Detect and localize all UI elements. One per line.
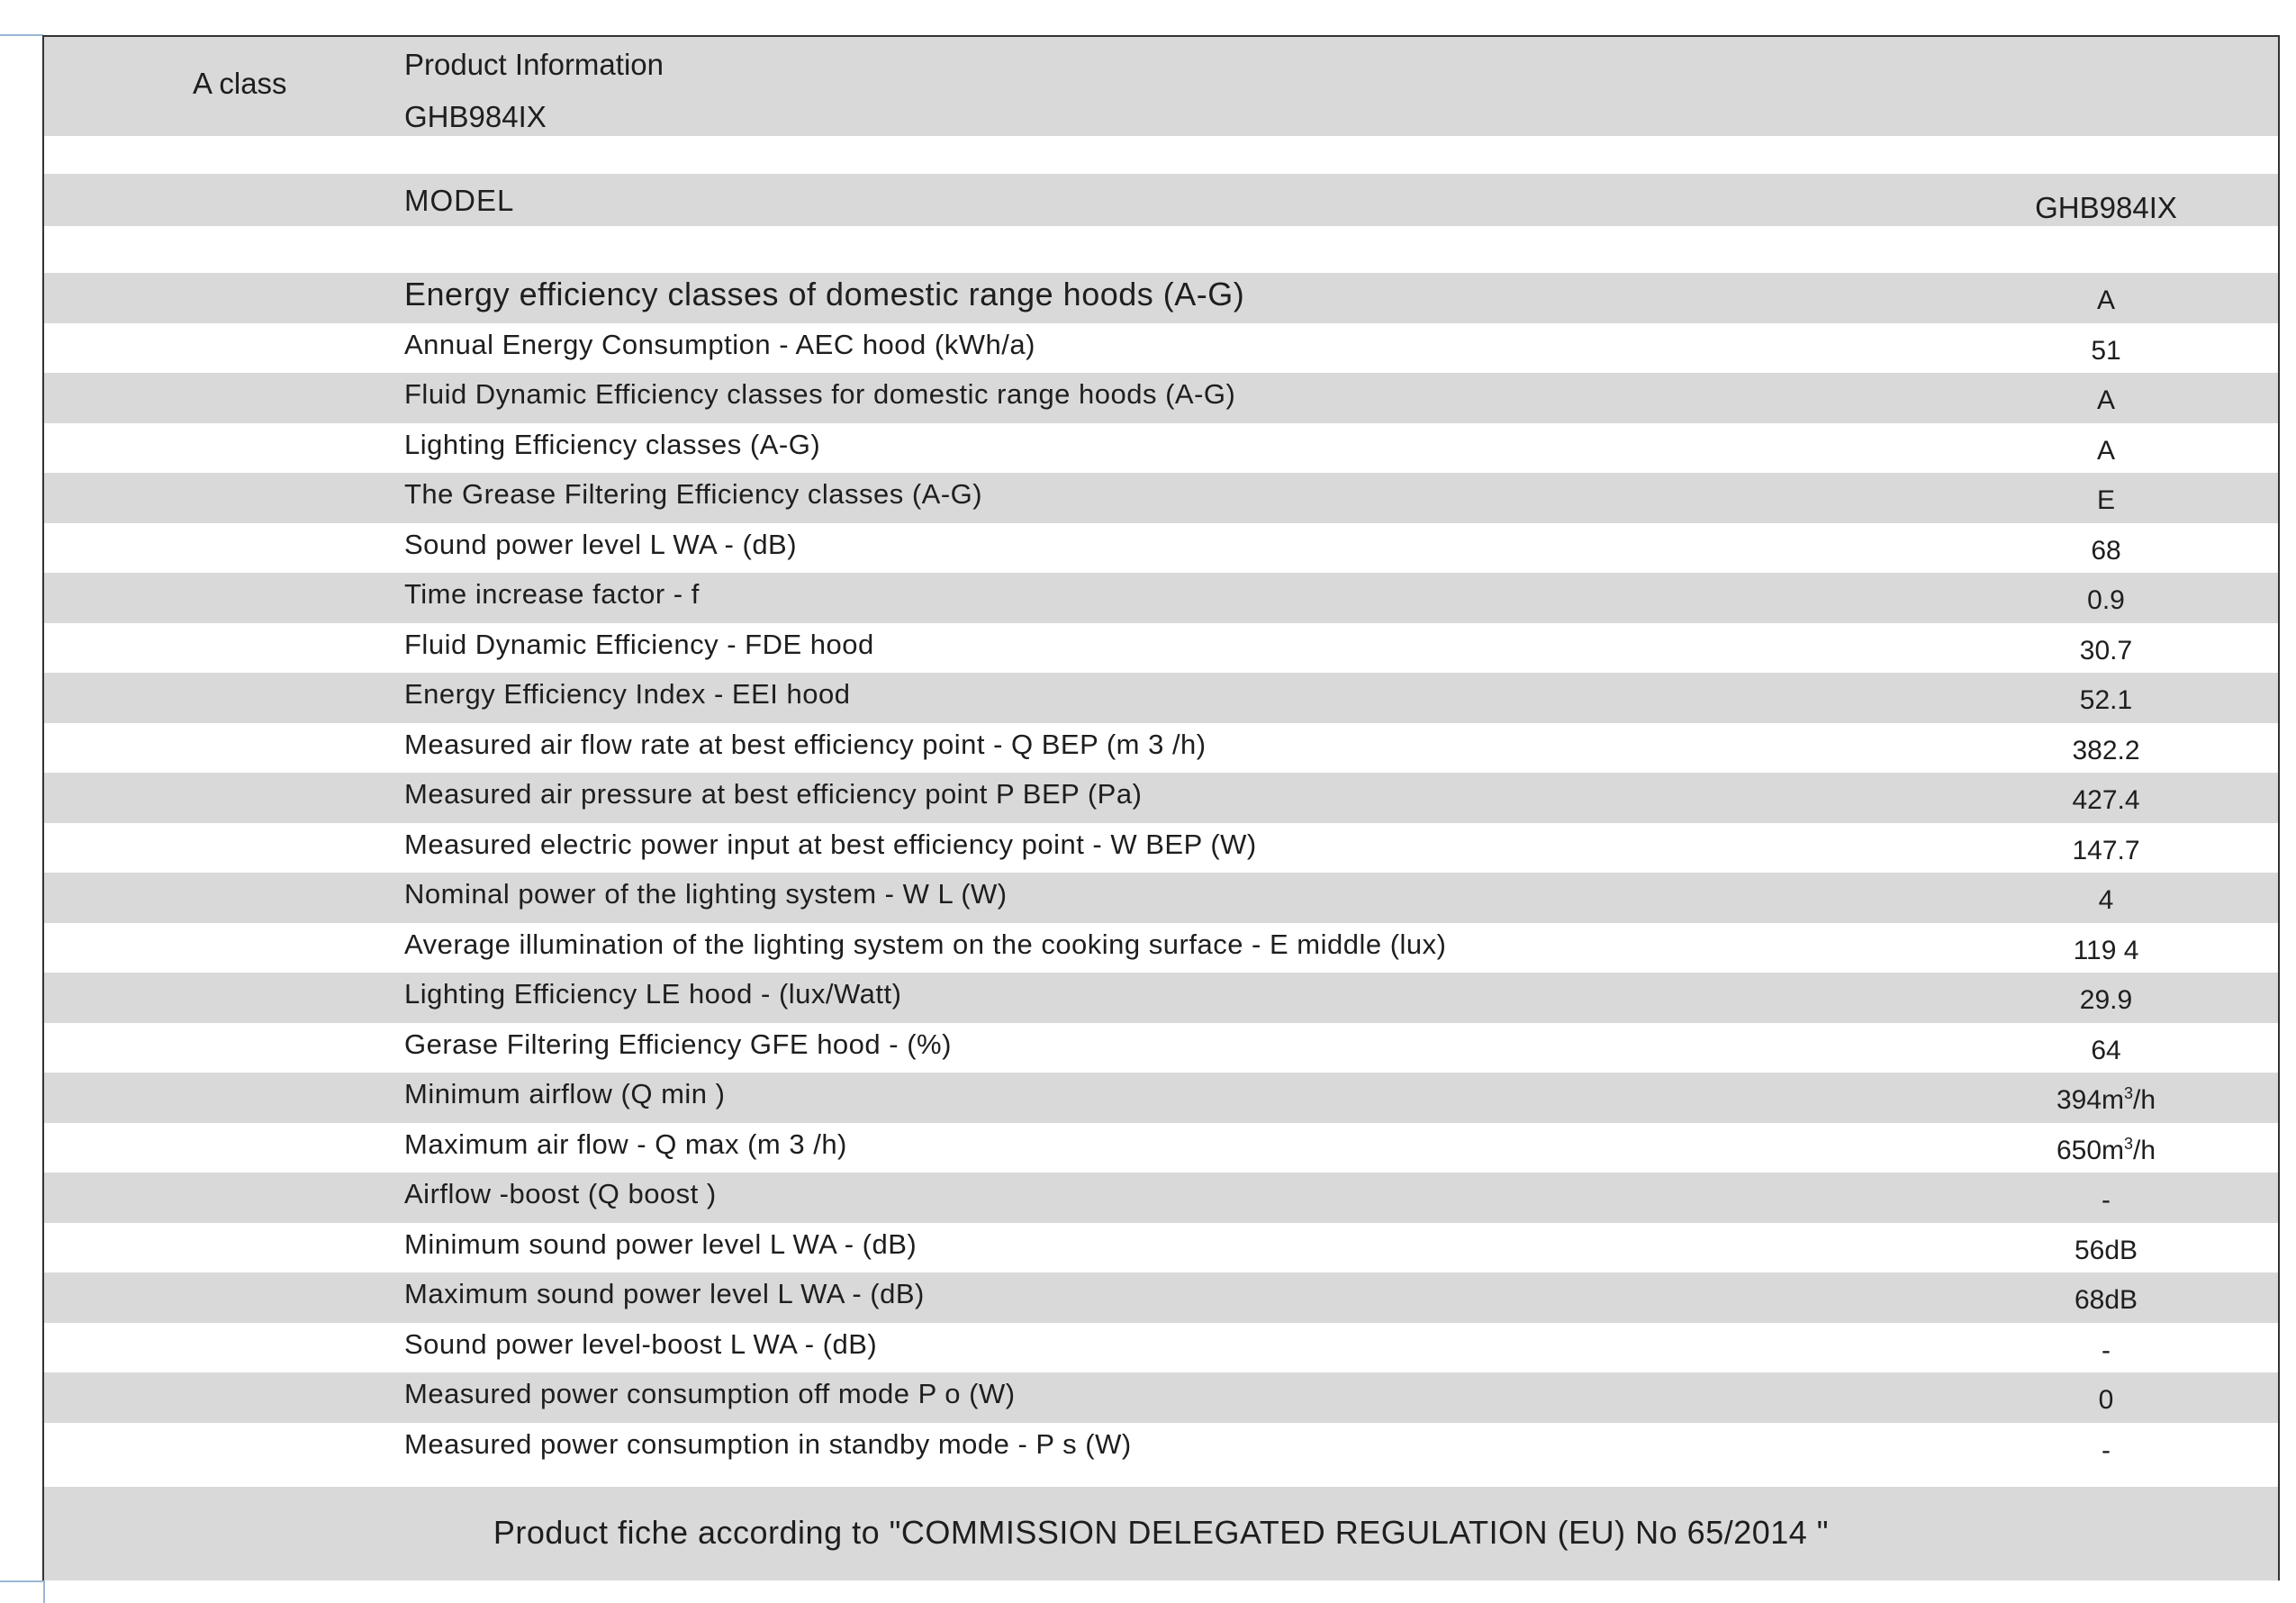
spec-value-number: 394m [2056, 1085, 2124, 1115]
row-shading [44, 1372, 2278, 1423]
spec-value: 68dB [2074, 1285, 2138, 1315]
spec-value: 427.4 [2072, 785, 2140, 815]
spec-value: - [2102, 1185, 2111, 1215]
spec-label: Airflow -boost (Q boost ) [404, 1178, 717, 1209]
spec-label: Measured electric power input at best efficiency point - W BEP (W) [404, 828, 1257, 860]
spec-value-exponent: 3 [2124, 1134, 2134, 1153]
spec-value: 30.7 [2079, 635, 2133, 666]
spec-value: 147.7 [2072, 835, 2140, 865]
spec-label: Maximum sound power level L WA - (dB) [404, 1278, 925, 1309]
spec-value: 0.9 [2087, 585, 2125, 615]
spec-value: - [2102, 1435, 2111, 1465]
row-shading [44, 973, 2278, 1023]
row-shading [44, 673, 2278, 723]
spec-value: 64 [2091, 1035, 2121, 1065]
header-band [44, 37, 2278, 136]
spec-value: 51 [2091, 335, 2121, 366]
spec-label: Energy Efficiency Index - EEI hood [404, 678, 851, 710]
spec-label: The Grease Filtering Efficiency classes (A-G) [404, 478, 983, 510]
spec-value: - [2102, 1335, 2111, 1365]
spec-label: Measured air pressure at best efficiency point P BEP (Pa) [404, 778, 1143, 810]
row-shading [44, 473, 2278, 523]
spec-label: Sound power level L WA - (dB) [404, 528, 798, 560]
spec-value: A [2096, 285, 2115, 315]
row-shading [44, 873, 2278, 923]
spec-label: Fluid Dynamic Efficiency - FDE hood [404, 628, 874, 660]
spec-value [1957, 1084, 2255, 1115]
spec-value: 382.2 [2072, 735, 2140, 765]
spec-value: E [2096, 485, 2115, 515]
spec-label: Annual Energy Consumption - AEC hood (kWh/a) [404, 328, 1035, 360]
spec-value-unit: /h [2133, 1085, 2156, 1115]
spec-value: 56dB [2074, 1235, 2138, 1265]
model-label: MODEL [404, 184, 515, 217]
spec-value-exponent: 3 [2124, 1084, 2134, 1102]
crop-mark [0, 1580, 43, 1582]
spec-label: Average illumination of the lighting system on the cooking surface - E middle (lux) [404, 928, 1447, 960]
spec-label: Minimum sound power level L WA - (dB) [404, 1227, 917, 1260]
row-shading [44, 1272, 2278, 1323]
spec-value: 52.1 [2079, 685, 2133, 715]
spec-value-number: 650m [2056, 1135, 2124, 1165]
row-shading [44, 1073, 2278, 1123]
row-shading [44, 773, 2278, 823]
spec-label: Gerase Filtering Efficiency GFE hood - (%) [404, 1028, 952, 1060]
row-shading [44, 573, 2278, 623]
spec-value-unit: /h [2133, 1135, 2156, 1165]
regulation-note: Product fiche according to "COMMISSION DELEGATED REGULATION (EU) No 65/2014 " [493, 1514, 1830, 1551]
spec-value: 68 [2091, 535, 2121, 566]
spec-value: 29.9 [2079, 985, 2133, 1015]
spec-label: Measured air flow rate at best efficiency point - Q BEP (m 3 /h) [404, 728, 1207, 760]
energy-class-label: A class [193, 67, 287, 100]
row-shading [44, 1173, 2278, 1223]
spec-value: 119 4 [2073, 935, 2139, 965]
spec-label: Minimum airflow (Q min ) [404, 1078, 726, 1109]
spec-label: Sound power level-boost L WA - (dB) [404, 1327, 878, 1360]
spec-label: Time increase factor - f [404, 578, 700, 610]
product-fiche-table [42, 35, 2280, 1580]
spec-value: A [2096, 385, 2115, 415]
spec-label: Nominal power of the lighting system - W L (W) [404, 878, 1008, 910]
spec-value: 4 [2098, 885, 2114, 915]
model-code: GHB984IX [404, 100, 547, 133]
spec-label: Lighting Efficiency classes (A-G) [404, 428, 821, 460]
spec-label: Maximum air flow - Q max (m 3 /h) [404, 1128, 847, 1160]
spec-label: Measured power consumption off mode P o (W) [404, 1378, 1016, 1409]
spec-value: A [2096, 435, 2115, 466]
spec-label: Measured power consumption in standby mode - P s (W) [404, 1427, 1132, 1460]
model-band [44, 174, 2278, 226]
spec-label: Lighting Efficiency LE hood - (lux/Watt) [404, 978, 902, 1010]
spec-label: Fluid Dynamic Efficiency classes for domestic range hoods (A-G) [404, 378, 1236, 410]
crop-mark [0, 34, 43, 36]
spec-value: 0 [2098, 1385, 2114, 1415]
spec-value [1957, 1134, 2255, 1165]
model-value: GHB984IX [2035, 191, 2177, 224]
spec-label: Energy efficiency classes of domestic range hoods (A-G) [404, 276, 1245, 312]
page-title: Product Information [404, 48, 664, 81]
